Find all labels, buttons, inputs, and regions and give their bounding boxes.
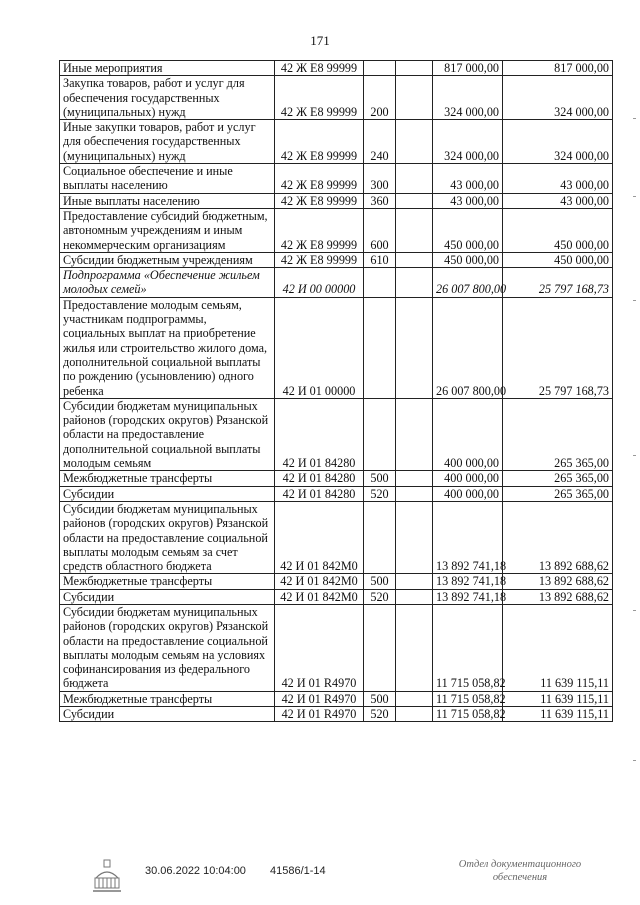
footer-date: 30.06.2022 10:04:00 xyxy=(145,865,246,877)
table-row xyxy=(60,120,613,164)
cell-sum-planned: 26 007 800,00 xyxy=(433,268,503,298)
cell-empty xyxy=(396,252,433,267)
cell-expense-type: 240 xyxy=(364,120,396,164)
table-row xyxy=(60,604,613,691)
budget-table-body xyxy=(60,61,613,722)
cell-code: 42 И 01 842М0 xyxy=(275,501,364,573)
table-row xyxy=(60,268,613,298)
table-row xyxy=(60,691,613,706)
margin-mark xyxy=(633,760,636,761)
cell-name: Межбюджетные трансферты xyxy=(60,691,275,706)
cell-code: 42 И 01 R4970 xyxy=(275,691,364,706)
cell-name: Межбюджетные трансферты xyxy=(60,574,275,589)
cell-sum-actual: 43 000,00 xyxy=(503,164,613,194)
table-row xyxy=(60,61,613,76)
cell-empty xyxy=(396,76,433,120)
footer-reg-number: 41586/1-14 xyxy=(270,865,326,877)
cell-name: Субсидии бюджетам муниципальных районов (городских округов) Рязанской области на предоставление социальной выплаты молодым семьям на условиях софинансирования из федерального бюджета xyxy=(60,604,275,691)
cell-sum-actual: 25 797 168,73 xyxy=(503,268,613,298)
emblem-seal-icon xyxy=(90,858,124,896)
cell-expense-type: 520 xyxy=(364,589,396,604)
cell-empty xyxy=(396,501,433,573)
cell-sum-actual: 450 000,00 xyxy=(503,252,613,267)
cell-sum-planned: 11 715 058,82 xyxy=(433,604,503,691)
cell-name: Субсидии xyxy=(60,486,275,501)
page-number: 171 xyxy=(310,33,330,48)
table-row xyxy=(60,398,613,470)
cell-sum-planned: 13 892 741,18 xyxy=(433,574,503,589)
table-row xyxy=(60,589,613,604)
cell-sum-actual: 324 000,00 xyxy=(503,120,613,164)
cell-empty xyxy=(396,471,433,486)
cell-empty xyxy=(396,589,433,604)
cell-name: Субсидии xyxy=(60,589,275,604)
cell-sum-actual: 43 000,00 xyxy=(503,193,613,208)
cell-sum-planned: 43 000,00 xyxy=(433,164,503,194)
cell-name: Субсидии бюджетам муниципальных районов (городских округов) Рязанской области на предоставление дополнительной социальной выплаты молодым семьям xyxy=(60,398,275,470)
cell-code: 42 И 01 842М0 xyxy=(275,574,364,589)
cell-name: Иные выплаты населению xyxy=(60,193,275,208)
cell-code: 42 И 01 00000 xyxy=(275,297,364,398)
cell-sum-actual: 265 365,00 xyxy=(503,398,613,470)
cell-sum-planned: 11 715 058,82 xyxy=(433,691,503,706)
cell-expense-type xyxy=(364,61,396,76)
cell-sum-planned: 13 892 741,18 xyxy=(433,501,503,573)
cell-sum-planned: 400 000,00 xyxy=(433,486,503,501)
cell-sum-planned: 817 000,00 xyxy=(433,61,503,76)
cell-expense-type: 500 xyxy=(364,471,396,486)
cell-name: Социальное обеспечение и иные выплаты населению xyxy=(60,164,275,194)
cell-code: 42 И 01 84280 xyxy=(275,471,364,486)
cell-sum-planned: 400 000,00 xyxy=(433,398,503,470)
cell-expense-type xyxy=(364,297,396,398)
cell-expense-type: 360 xyxy=(364,193,396,208)
cell-sum-actual: 11 639 115,11 xyxy=(503,604,613,691)
cell-sum-planned: 400 000,00 xyxy=(433,471,503,486)
table-row xyxy=(60,252,613,267)
cell-sum-planned: 324 000,00 xyxy=(433,76,503,120)
footer xyxy=(0,856,640,901)
cell-sum-actual: 324 000,00 xyxy=(503,76,613,120)
cell-expense-type: 520 xyxy=(364,707,396,722)
cell-code: 42 И 01 R4970 xyxy=(275,707,364,722)
margin-mark xyxy=(633,300,636,301)
cell-sum-actual: 265 365,00 xyxy=(503,486,613,501)
cell-empty xyxy=(396,61,433,76)
budget-table xyxy=(59,60,613,722)
cell-code: 42 Ж Е8 99999 xyxy=(275,164,364,194)
cell-empty xyxy=(396,574,433,589)
cell-code: 42 И 01 R4970 xyxy=(275,604,364,691)
cell-sum-actual: 13 892 688,62 xyxy=(503,589,613,604)
cell-code: 42 Ж Е8 99999 xyxy=(275,76,364,120)
margin-mark xyxy=(633,196,636,197)
cell-empty xyxy=(396,193,433,208)
margin-mark xyxy=(633,455,636,456)
cell-name: Предоставление субсидий бюджетным, автономным учреждениям и иным некоммерческим организациям xyxy=(60,208,275,252)
cell-sum-planned: 450 000,00 xyxy=(433,252,503,267)
cell-empty xyxy=(396,268,433,298)
cell-sum-planned: 43 000,00 xyxy=(433,193,503,208)
cell-expense-type xyxy=(364,398,396,470)
cell-empty xyxy=(396,164,433,194)
cell-sum-actual: 25 797 168,73 xyxy=(503,297,613,398)
cell-expense-type: 600 xyxy=(364,208,396,252)
cell-name: Закупка товаров, работ и услуг для обеспечения государственных (муниципальных) нужд xyxy=(60,76,275,120)
cell-empty xyxy=(396,120,433,164)
cell-code: 42 Ж Е8 99999 xyxy=(275,193,364,208)
table-row xyxy=(60,574,613,589)
cell-expense-type: 520 xyxy=(364,486,396,501)
cell-sum-actual: 265 365,00 xyxy=(503,471,613,486)
cell-empty xyxy=(396,297,433,398)
cell-code: 42 И 00 00000 xyxy=(275,268,364,298)
cell-sum-planned: 13 892 741,18 xyxy=(433,589,503,604)
cell-name: Подпрограмма «Обеспечение жильем молодых семей» xyxy=(60,268,275,298)
cell-sum-actual: 11 639 115,11 xyxy=(503,691,613,706)
cell-expense-type xyxy=(364,268,396,298)
cell-code: 42 Ж Е8 99999 xyxy=(275,120,364,164)
cell-name: Иные мероприятия xyxy=(60,61,275,76)
cell-expense-type: 500 xyxy=(364,691,396,706)
cell-empty xyxy=(396,486,433,501)
cell-sum-planned: 11 715 058,82 xyxy=(433,707,503,722)
cell-sum-planned: 26 007 800,00 xyxy=(433,297,503,398)
table-row xyxy=(60,501,613,573)
margin-mark xyxy=(633,118,636,119)
cell-expense-type: 300 xyxy=(364,164,396,194)
cell-name: Субсидии xyxy=(60,707,275,722)
cell-expense-type xyxy=(364,501,396,573)
cell-name: Субсидии бюджетным учреждениям xyxy=(60,252,275,267)
cell-sum-planned: 324 000,00 xyxy=(433,120,503,164)
cell-code: 42 И 01 842М0 xyxy=(275,589,364,604)
cell-sum-planned: 450 000,00 xyxy=(433,208,503,252)
stamp-line-2: обеспечения xyxy=(492,872,548,883)
cell-empty xyxy=(396,604,433,691)
cell-code: 42 И 01 84280 xyxy=(275,486,364,501)
cell-sum-actual: 450 000,00 xyxy=(503,208,613,252)
table-row xyxy=(60,471,613,486)
table-row xyxy=(60,297,613,398)
table-row xyxy=(60,707,613,722)
table-row xyxy=(60,193,613,208)
table-row xyxy=(60,486,613,501)
cell-empty xyxy=(396,707,433,722)
cell-empty xyxy=(396,208,433,252)
cell-code: 42 Ж Е8 99999 xyxy=(275,61,364,76)
cell-code: 42 Ж Е8 99999 xyxy=(275,252,364,267)
cell-expense-type: 500 xyxy=(364,574,396,589)
cell-name: Иные закупки товаров, работ и услуг для обеспечения государственных (муниципальных) нужд xyxy=(60,120,275,164)
cell-empty xyxy=(396,398,433,470)
cell-expense-type xyxy=(364,604,396,691)
table-row xyxy=(60,208,613,252)
cell-sum-actual: 13 892 688,62 xyxy=(503,501,613,573)
cell-code: 42 И 01 84280 xyxy=(275,398,364,470)
cell-expense-type: 200 xyxy=(364,76,396,120)
margin-mark xyxy=(633,610,636,611)
cell-empty xyxy=(396,691,433,706)
cell-expense-type: 610 xyxy=(364,252,396,267)
table-row xyxy=(60,76,613,120)
cell-code: 42 Ж Е8 99999 xyxy=(275,208,364,252)
table-row xyxy=(60,164,613,194)
cell-name: Предоставление молодым семьям, участникам подпрограммы, социальных выплат на приобретение жилья или строительство жилого дома, дополнительной социальной выплаты по рождению (усыновлению) одного ребенка xyxy=(60,297,275,398)
cell-sum-actual: 13 892 688,62 xyxy=(503,574,613,589)
cell-name: Межбюджетные трансферты xyxy=(60,471,275,486)
cell-sum-actual: 817 000,00 xyxy=(503,61,613,76)
cell-sum-actual: 11 639 115,11 xyxy=(503,707,613,722)
department-stamp xyxy=(440,858,600,884)
cell-name: Субсидии бюджетам муниципальных районов (городских округов) Рязанской области на предоставление социальной выплаты молодым семьям за счет средств областного бюджета xyxy=(60,501,275,573)
stamp-line-1: Отдел документационного xyxy=(458,859,582,870)
